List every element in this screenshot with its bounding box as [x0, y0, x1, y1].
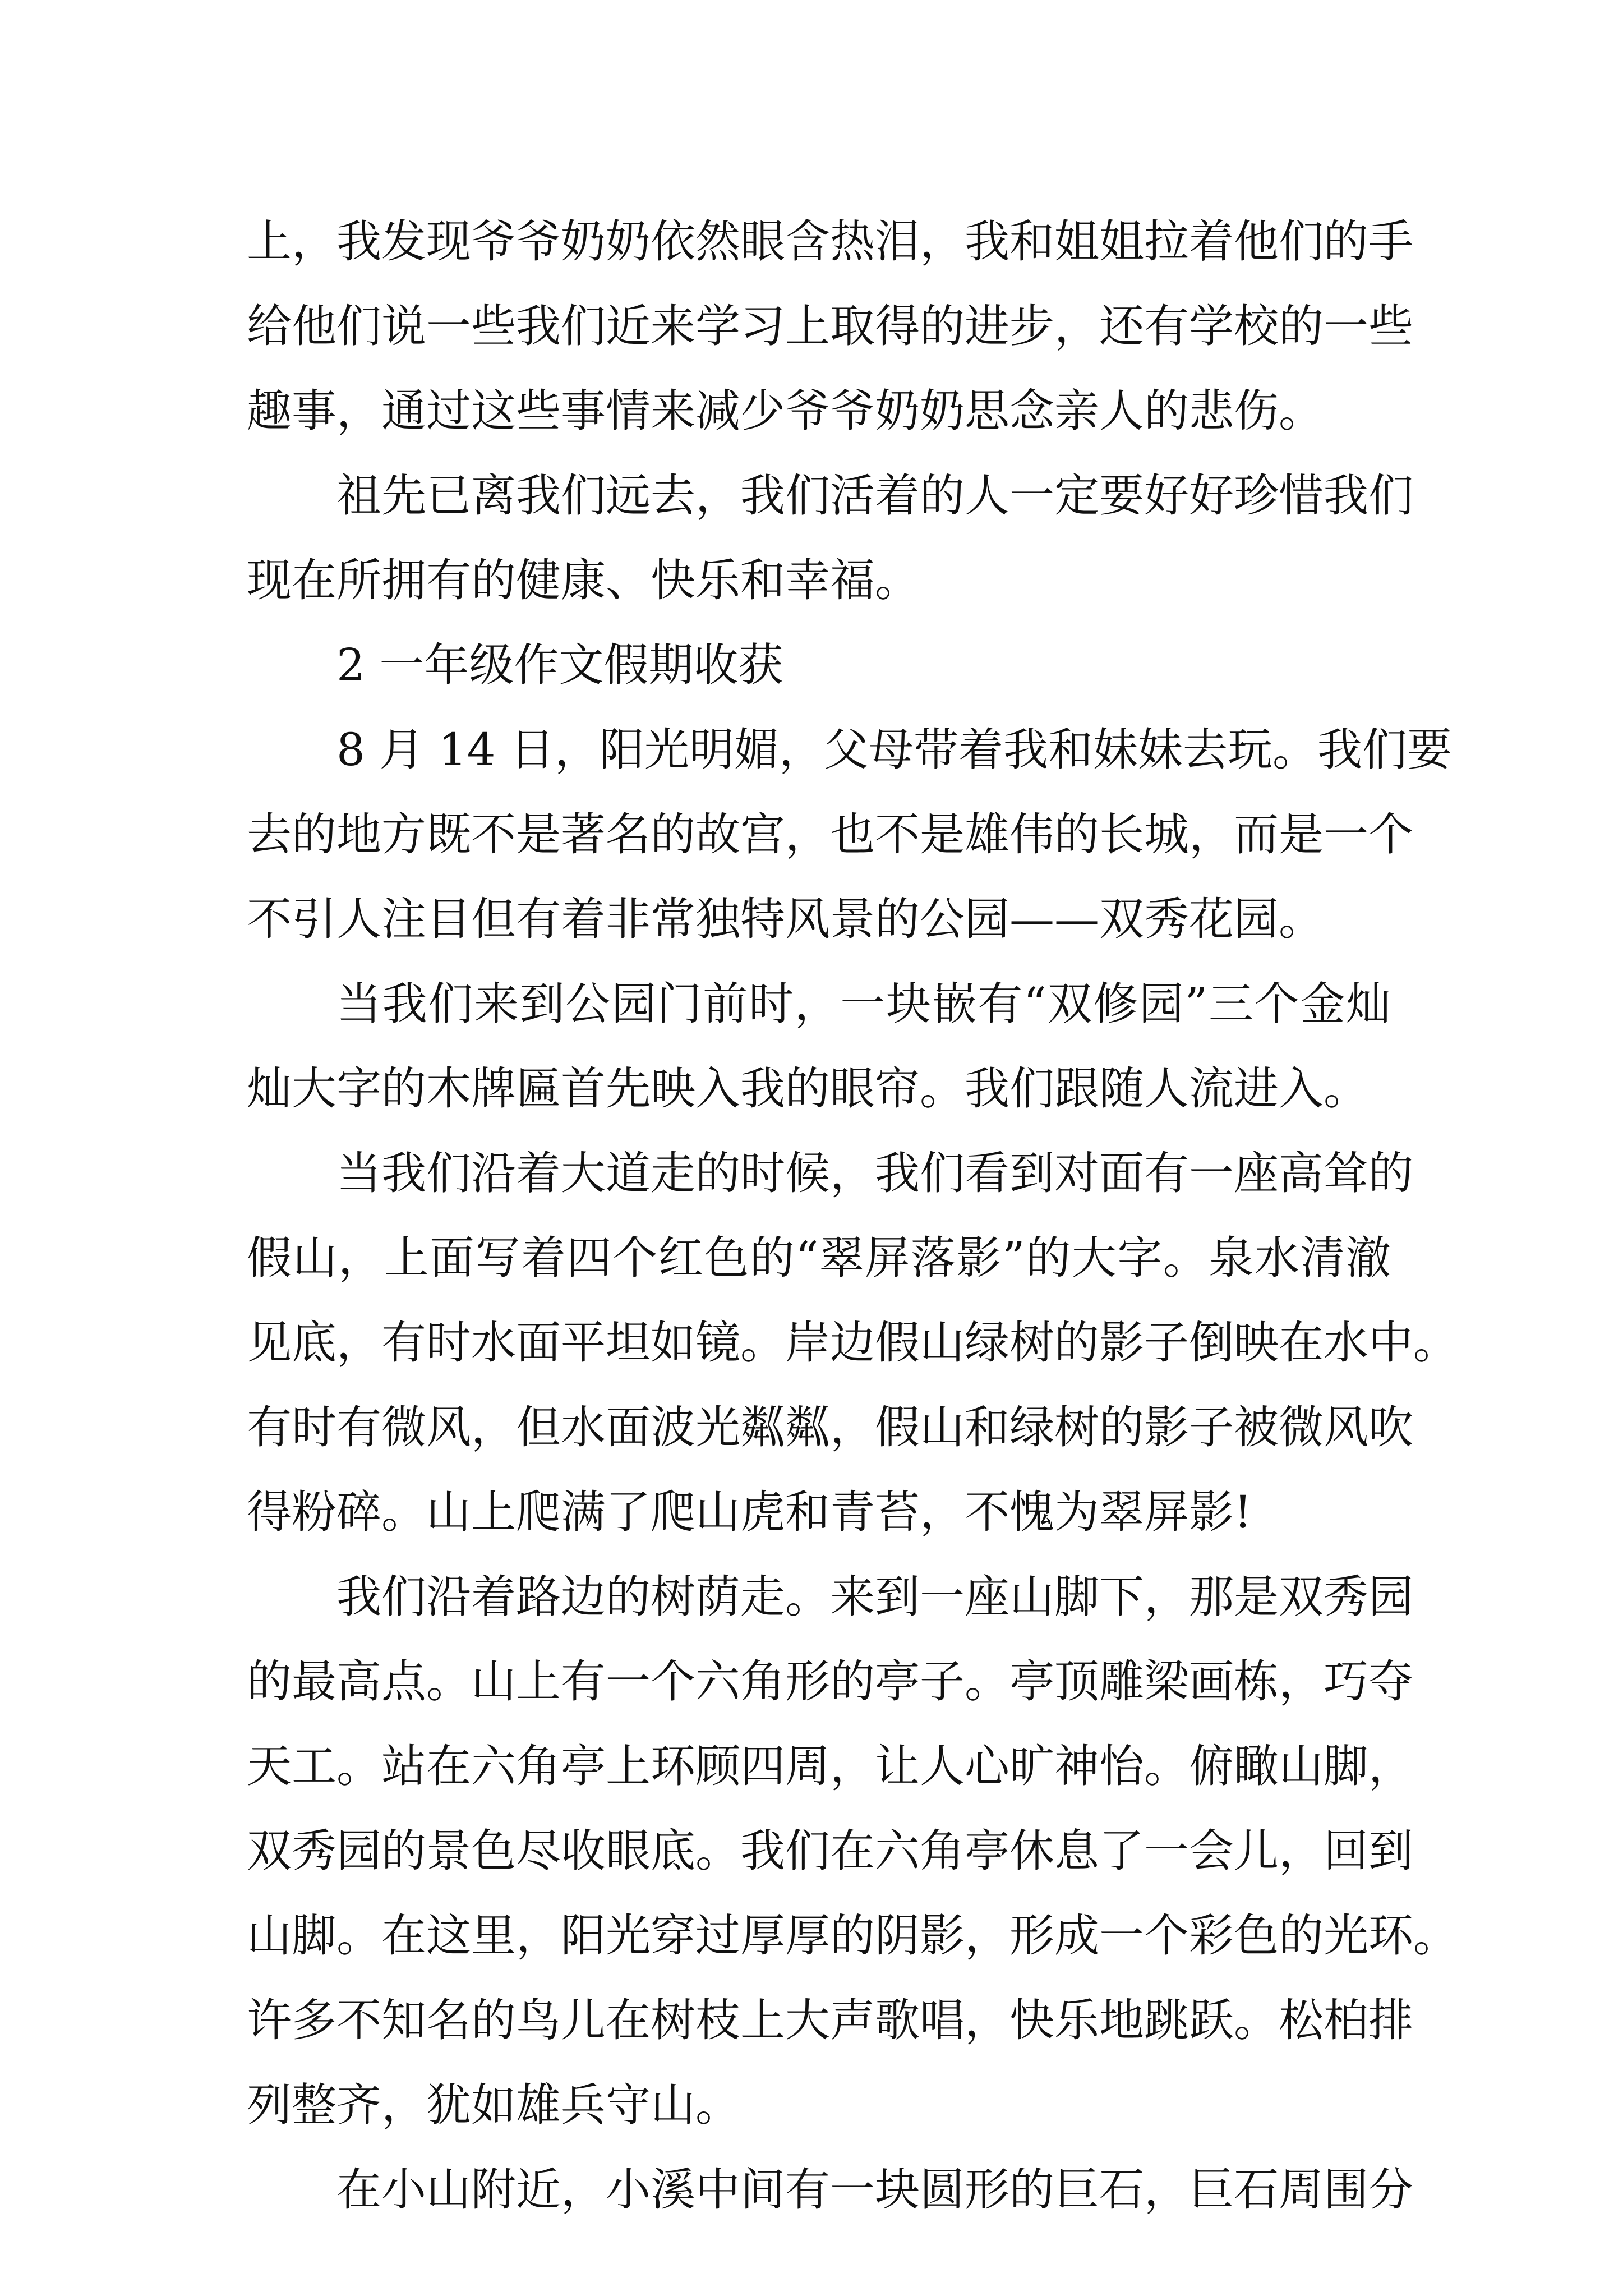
text-line: 给他们说一些我们近来学习上取得的进步，还有学校的一些	[247, 300, 1413, 352]
text-line: 在小山附近，小溪中间有一块圆形的巨石，巨石周围分	[336, 2164, 1413, 2216]
document-body	[247, 199, 1458, 2232]
text-line: 去的地方既不是著名的故宫，也不是雄伟的长城，而是一个	[247, 808, 1413, 861]
text-line: 祖先已离我们远去，我们活着的人一定要好好珍惜我们	[336, 470, 1413, 522]
text-line: 不引人注目但有着非常独特风景的公园——双秀花园。	[247, 893, 1324, 945]
text-line: 列整齐，犹如雄兵守山。	[247, 2079, 740, 2131]
text-line: 假山，上面写着四个红色的“翠屏落影”的大字。泉水清澈	[247, 1232, 1391, 1284]
text-line: 8 月 14 日，阳光明媚，父母带着我和妹妹去玩。我们要	[336, 724, 1452, 776]
text-line: 当我们沿着大道走的时候，我们看到对面有一座高耸的	[336, 1147, 1413, 1199]
text-line: 2 一年级作文假期收获	[336, 639, 783, 691]
text-line: 当我们来到公园门前时，一块嵌有“双修园”三个金灿	[336, 978, 1391, 1030]
text-line: 的最高点。山上有一个六角形的亭子。亭顶雕梁画栋，巧夺	[247, 1655, 1413, 1708]
text-line: 见底，有时水面平坦如镜。岸边假山绿树的影子倒映在水中。	[247, 1317, 1458, 1369]
text-line: 有时有微风，但水面波光粼粼，假山和绿树的影子被微风吹	[247, 1401, 1413, 1453]
text-line: 现在所拥有的健康、快乐和幸福。	[247, 554, 920, 606]
text-line: 灿大字的木牌匾首先映入我的眼帘。我们跟随人流进入。	[247, 1062, 1368, 1115]
text-line: 趣事，通过这些事情来减少爷爷奶奶思念亲人的悲伤。	[247, 385, 1324, 437]
text-line: 我们沿着路边的树荫走。来到一座山脚下，那是双秀园	[336, 1571, 1413, 1623]
text-line: 许多不知名的鸟儿在树枝上大声歌唱，快乐地跳跃。松柏排	[247, 1994, 1413, 2046]
text-line: 山脚。在这里，阳光穿过厚厚的阴影，形成一个彩色的光环。	[247, 1910, 1458, 1962]
text-line: 天工。站在六角亭上环顾四周，让人心旷神怡。俯瞰山脚，	[247, 1740, 1413, 1792]
text-line: 上，我发现爷爷奶奶依然眼含热泪，我和姐姐拉着他们的手	[247, 215, 1413, 268]
text-line: 双秀园的景色尽收眼底。我们在六角亭休息了一会儿，回到	[247, 1825, 1413, 1877]
text-line: 得粉碎。山上爬满了爬山虎和青苔，不愧为翠屏影!	[247, 1486, 1252, 1538]
